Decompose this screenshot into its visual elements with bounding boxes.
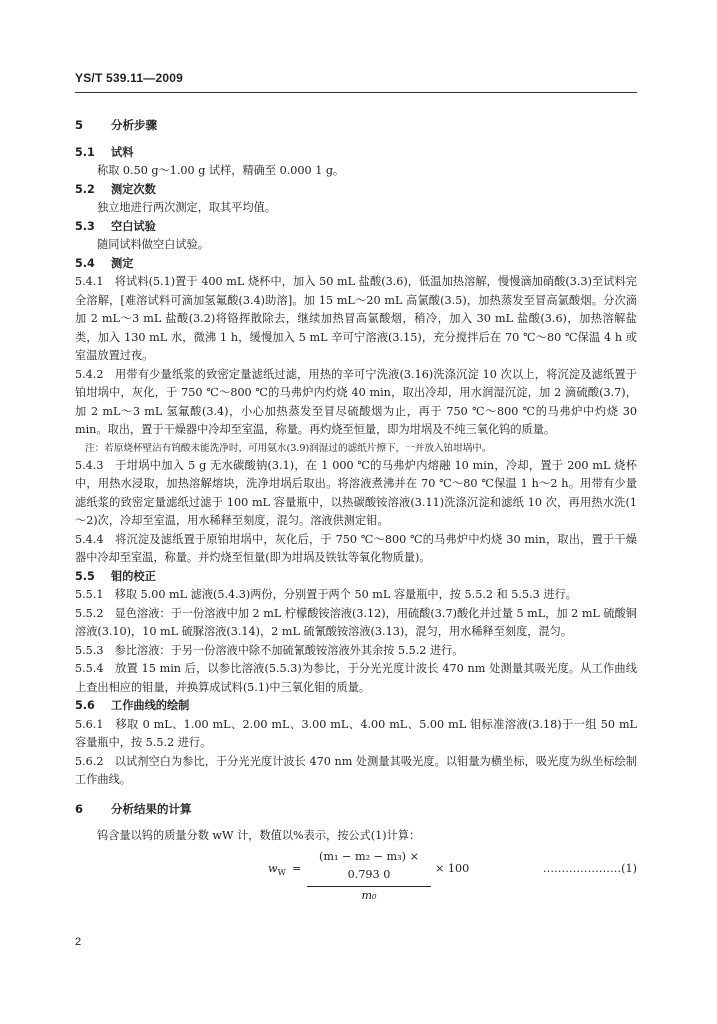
section-5-6-heading: 5.6 工作曲线的绘制 <box>75 699 190 712</box>
header-rule <box>75 92 637 93</box>
section-5-1-heading: 5.1 试料 <box>75 145 134 159</box>
formula-number: …………………(1) <box>542 861 637 875</box>
paragraph-5-6-2: 5.6.2 以试剂空白为参比，于分光光度计波长 470 nm 处测量其吸光度。以钼量为横坐标，吸光度为纵坐标绘制工作曲线。 <box>75 754 637 786</box>
page-number: 2 <box>75 936 82 948</box>
formula-fraction <box>307 848 431 906</box>
formula-1 <box>75 848 637 902</box>
section-5-3-heading: 5.3 空白试验 <box>75 219 156 233</box>
formula-denominator: m₀ <box>361 888 377 902</box>
paragraph-5-6-1: 5.6.1 移取 0 mL、1.00 mL、2.00 mL、3.00 mL、4.00 mL、5.00 mL 钼标准溶液(3.18)于一组 50 mL 容量瓶中，按 5.5.2 进行。 <box>75 717 637 749</box>
paragraph-5-5-2: 5.5.2 显色溶液：于一份溶液中加 2 mL 柠檬酸铵溶液(3.12)，用硫酸(3.7)酸化并过量 5 mL，加 2 mL 硫酸铜溶液(3.10)，10 mL 硫脲溶液(3.14)，2 mL 硫氰酸铵溶液(3.13)，混匀，用水稀释至刻度，混匀。 <box>75 606 637 638</box>
formula-lhs: $w_W$ <box>268 861 286 877</box>
paragraph-5-5-4: 5.5.4 放置 15 min 后，以参比溶液(5.5.3)为参比，于分光光度计波长 470 nm 处测量其吸光度。从工作曲线上查出相应的钼量，并换算成试料(5.1)中三氧化钼的质量。 <box>75 662 637 694</box>
paragraph-5-4-4: 5.4.4 将沉淀及滤纸置于原铂坩埚中，灰化后，于 750 ℃～800 ℃的马弗炉中灼烧 30 min，取出，置于干燥器中冷却至室温，称量。并灼烧至恒量(即为坩埚及铁钛等氧化物质量)。 <box>75 532 637 564</box>
paragraph-5-4-1: 5.4.1 将试料(5.1)置于 400 mL 烧杯中，加入 50 mL 盐酸(3.6)，低温加热溶解，慢慢滴加硝酸(3.3)至试料完全溶解，[难溶试料可滴加氢氟酸(3.4)助溶]。加 15 mL～20 mL 高氯酸(3.5)，加热蒸发至冒高氯酸烟。分次滴加 2 mL～3 mL 盐酸(3.2)将铬挥散除去，继续加热冒高氯酸烟，稍冷，加入 30 mL 盐酸(3.6)，加热溶解盐类，加入 130 mL 水，微沸 1 h，缓慢加入 5 mL 辛可宁溶液(3.15)，充分搅拌后在 70 ℃～80 ℃保温 4 h 或室温放置过夜。 <box>75 275 637 362</box>
section-6-heading: 6 分析结果的计算 <box>75 801 192 816</box>
paragraph-5-4-3: 5.4.3 于坩埚中加入 5 g 无水碳酸钠(3.1)，在 1 000 ℃的马弗炉内熔融 10 min，冷却，置于 200 mL 烧杯中，用热水浸取，加热溶解熔块，洗净坩埚后取出。将溶液煮沸并在 70 ℃～80 ℃保温 1 h～2 h。用带有少量滤纸浆的致密定量滤纸过滤于 100 mL 容量瓶中，以热碳酸铵溶液(3.11)洗涤沉淀和滤纸 10 次，再用热水洗(1～2)次，冷却至室温，用水稀释至刻度，混匀。溶液供测定钼。 <box>75 458 637 527</box>
section-5-1-text: 称取 0.50 g～1.00 g 试样，精确至 0.000 1 g。 <box>97 164 345 177</box>
paragraph-6: 钨含量以钨的质量分数 wW 计，数值以%表示，按公式(1)计算： <box>97 829 421 842</box>
note: 注：若原烧杯壁沾有钨酸未能洗净时，可用氨水(3.9)润湿过的滤纸片擦下，一并放入铂坩埚中。 <box>85 442 492 454</box>
paragraph-5-4-2: 5.4.2 用带有少量纸浆的致密定量滤纸过滤，用热的辛可宁洗液(3.16)洗涤沉淀 10 次以上，将沉淀及滤纸置于铂坩埚中，灰化，于 750 ℃～800 ℃的马弗炉内灼烧 40 min，取出冷却，用水润湿沉淀，加 2 滴硫酸(3.7)，加 2 mL～3 mL 氢氟酸(3.4)，小心加热蒸发至冒尽硫酸烟为止，再于 750 ℃～800 ℃的马弗炉中灼烧 30 min。取出，置于干燥器中冷却至室温，称量。再灼烧至恒量，即为坩埚及不纯三氧化钨的质量。 <box>75 367 637 436</box>
section-5-2-text: 独立地进行两次测定，取其平均值。 <box>97 201 277 214</box>
paragraph-5-5-1: 5.5.1 移取 5.00 mL 滤液(5.4.3)两份，分别置于两个 50 mL 容量瓶中，按 5.5.2 和 5.5.3 进行。 <box>75 588 577 601</box>
formula-numerator: (m₁ − m₂ − m₃) × 0.793 0 <box>307 848 431 887</box>
section-5-2-heading: 5.2 测定次数 <box>75 182 156 196</box>
page-content <box>75 116 637 902</box>
standard-code: YS/T 539.11—2009 <box>75 71 183 85</box>
formula-times: × 100 <box>435 861 470 875</box>
section-5-heading: 5 分析步骤 <box>75 118 157 132</box>
section-5-5-heading: 5.5 钼的校正 <box>75 569 156 583</box>
formula-equals: = <box>292 861 302 875</box>
paragraph-5-5-3: 5.5.3 参比溶液：于另一份溶液中除不加硫氰酸铵溶液外其余按 5.5.2 进行。 <box>75 643 464 657</box>
section-5-3-text: 随同试料做空白试验。 <box>97 238 209 251</box>
section-5-4-heading: 5.4 测定 <box>75 256 134 270</box>
